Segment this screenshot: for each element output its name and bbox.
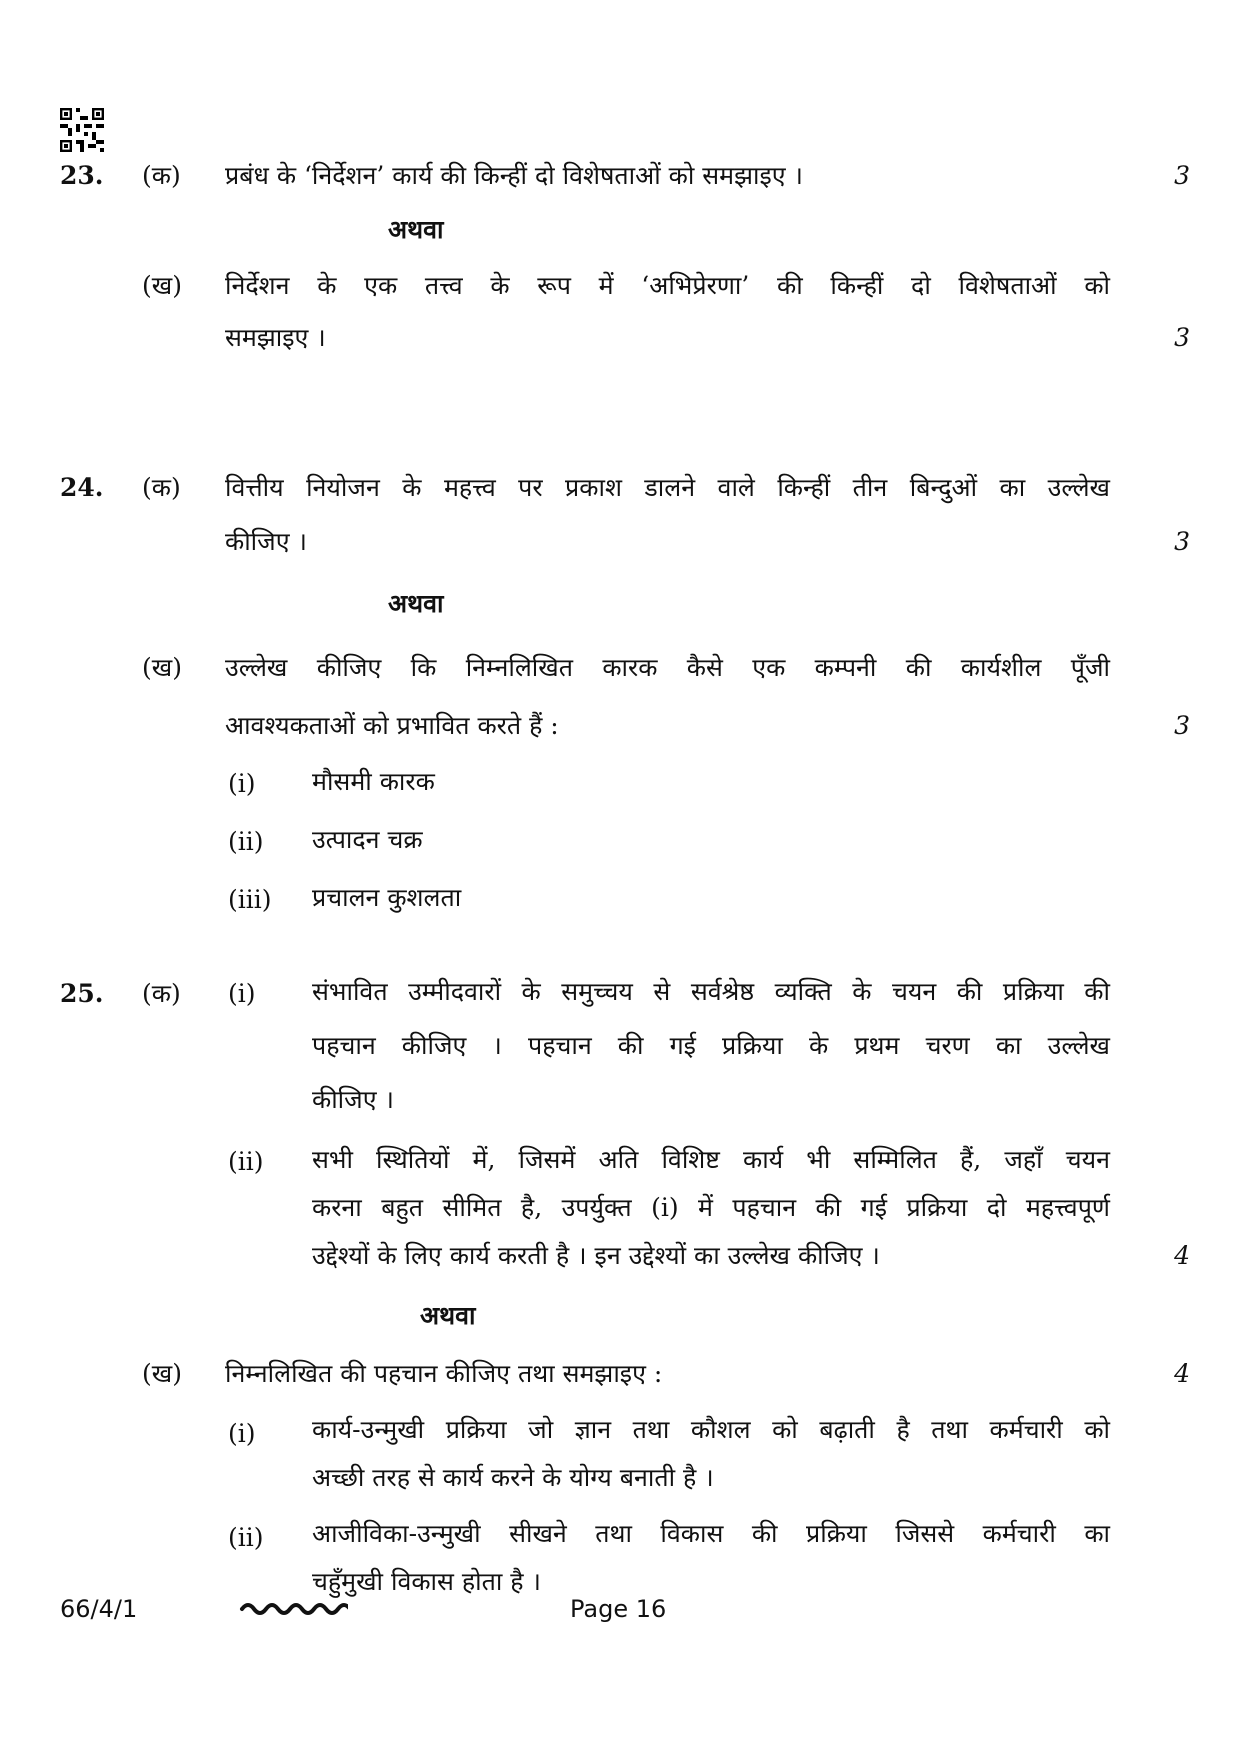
- question-text: कीजिए ।: [225, 527, 307, 556]
- sub-item-text: उत्पादन चक्र: [312, 825, 423, 854]
- part-label: (ख): [142, 271, 182, 300]
- qr-code-icon: [60, 108, 104, 152]
- question-text: कार्य-उन्मुखी प्रक्रिया जो ज्ञान तथा कौशल को बढ़ाती है तथा कर्मचारी को: [312, 1415, 1110, 1444]
- page-number: Page 16: [570, 1595, 667, 1623]
- part-label: (ख): [142, 653, 182, 682]
- or-separator: अथवा: [388, 589, 444, 618]
- sub-item-label: (i): [228, 769, 256, 798]
- question-text: अच्छी तरह से कार्य करने के योग्य बनाती है ।: [312, 1463, 714, 1492]
- or-separator: अथवा: [420, 1301, 476, 1330]
- part-label: (क): [142, 979, 181, 1008]
- wave-ornament-icon: [238, 1596, 348, 1622]
- sub-item-label: (i): [228, 1419, 256, 1448]
- marks: 4: [1174, 1359, 1190, 1388]
- question-text: निम्नलिखित की पहचान कीजिए तथा समझाइए :: [225, 1359, 663, 1388]
- sub-item-label: (ii): [228, 1523, 264, 1552]
- question-text: करना बहुत सीमित है, उपर्युक्त (i) में पहचान की गई प्रक्रिया दो महत्त्वपूर्ण: [312, 1193, 1110, 1222]
- sub-item-label: (i): [228, 979, 256, 1008]
- question-number: 25.: [60, 979, 104, 1008]
- question-text: सभी स्थितियों में, जिसमें अति विशिष्ट कार्य भी सम्मिलित हैं, जहाँ चयन: [312, 1145, 1110, 1174]
- part-label: (ख): [142, 1359, 182, 1388]
- marks: 3: [1174, 323, 1190, 352]
- question-text: आवश्यकताओं को प्रभावित करते हैं :: [225, 711, 559, 740]
- question-number: 24.: [60, 473, 104, 502]
- marks: 3: [1174, 527, 1190, 556]
- or-separator: अथवा: [388, 215, 444, 244]
- question-text: निर्देशन के एक तत्त्व के रूप में ‘अभिप्रेरणा’ की किन्हीं दो विशेषताओं को: [225, 271, 1110, 300]
- marks: 3: [1174, 161, 1190, 190]
- sub-item-text: प्रचालन कुशलता: [312, 883, 462, 912]
- question-text: पहचान कीजिए । पहचान की गई प्रक्रिया के प्रथम चरण का उल्लेख: [312, 1031, 1110, 1060]
- part-label: (क): [142, 161, 181, 190]
- part-label: (क): [142, 473, 181, 502]
- marks: 3: [1174, 711, 1190, 740]
- sub-item-label: (ii): [228, 827, 264, 856]
- sub-item-text: मौसमी कारक: [312, 767, 435, 796]
- question-text: चहुँमुखी विकास होता है ।: [312, 1567, 541, 1596]
- question-text: उद्देश्यों के लिए कार्य करती है । इन उद्देश्यों का उल्लेख कीजिए ।: [312, 1241, 880, 1270]
- question-text: समझाइए ।: [225, 323, 326, 352]
- question-text: कीजिए ।: [312, 1085, 394, 1114]
- question-text: उल्लेख कीजिए कि निम्नलिखित कारक कैसे एक कम्पनी की कार्यशील पूँजी: [225, 653, 1110, 682]
- question-text: प्रबंध के ‘निर्देशन’ कार्य की किन्हीं दो विशेषताओं को समझाइए ।: [225, 161, 804, 190]
- sub-item-label: (ii): [228, 1147, 264, 1176]
- question-text: आजीविका-उन्मुखी सीखने तथा विकास की प्रक्रिया जिससे कर्मचारी का: [312, 1519, 1110, 1548]
- paper-code: 66/4/1: [60, 1595, 138, 1623]
- question-text: संभावित उम्मीदवारों के समुच्चय से सर्वश्रेष्ठ व्यक्ति के चयन की प्रक्रिया की: [312, 977, 1110, 1006]
- question-text: वित्तीय नियोजन के महत्त्व पर प्रकाश डालने वाले किन्हीं तीन बिन्दुओं का उल्लेख: [225, 473, 1110, 502]
- marks: 4: [1174, 1241, 1190, 1270]
- sub-item-label: (iii): [228, 885, 272, 914]
- question-number: 23.: [60, 161, 104, 190]
